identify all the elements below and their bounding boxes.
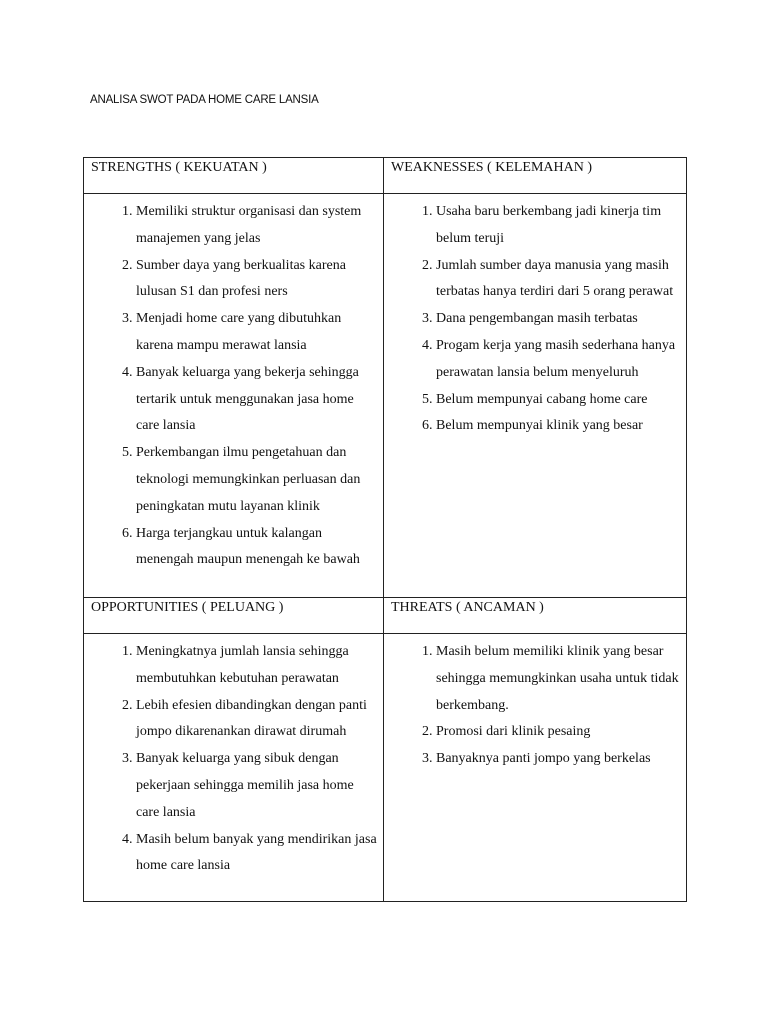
strengths-header: STRENGTHS ( KEKUATAN ) <box>91 160 267 175</box>
swot-table <box>83 157 687 902</box>
opportunities-header-cell <box>84 598 384 634</box>
weaknesses-header-cell <box>384 158 687 194</box>
opportunities-header: OPPORTUNITIES ( PELUANG ) <box>91 600 284 615</box>
strengths-cell <box>84 194 384 598</box>
document-title: ANALISA SWOT PADA HOME CARE LANSIA <box>90 94 319 106</box>
list-item: 1. Masih belum memiliki klinik yang besar sehingga memungkinkan usaha untuk tidak berkembang. <box>436 639 682 719</box>
table-row <box>84 634 687 902</box>
list-item: 2. Lebih efesien dibandingkan dengan panti jompo dikarenankan dirawat dirumah <box>136 693 379 747</box>
list-item: 5. Perkembangan ilmu pengetahuan dan teknologi memungkinkan perluasan dan peningkatan mutu layanan klinik <box>136 440 379 520</box>
threats-list <box>384 634 686 773</box>
list-item: 3. Menjadi home care yang dibutuhkan karena mampu merawat lansia <box>136 306 379 360</box>
table-row <box>84 194 687 598</box>
list-item: 6. Belum mempunyai klinik yang besar <box>436 413 682 440</box>
weaknesses-list <box>384 194 686 440</box>
list-item: 1. Usaha baru berkembang jadi kinerja tim belum teruji <box>436 199 682 253</box>
list-item: 5. Belum mempunyai cabang home care <box>436 387 682 414</box>
threats-header: THREATS ( ANCAMAN ) <box>391 600 544 615</box>
list-item: 2. Sumber daya yang berkualitas karena lulusan S1 dan profesi ners <box>136 253 379 307</box>
list-item: 2. Jumlah sumber daya manusia yang masih terbatas hanya terdiri dari 5 orang perawat <box>436 253 682 307</box>
list-item: 3. Banyak keluarga yang sibuk dengan pekerjaan sehingga memilih jasa home care lansia <box>136 746 379 826</box>
list-item: 6. Harga terjangkau untuk kalangan menengah maupun menengah ke bawah <box>136 521 379 575</box>
list-item: 4. Progam kerja yang masih sederhana hanya perawatan lansia belum menyeluruh <box>436 333 682 387</box>
strengths-header-cell <box>84 158 384 194</box>
list-item: 1. Meningkatnya jumlah lansia sehingga membutuhkan kebutuhan perawatan <box>136 639 379 693</box>
strengths-list <box>84 194 383 574</box>
opportunities-cell <box>84 634 384 902</box>
list-item: 2. Promosi dari klinik pesaing <box>436 719 682 746</box>
threats-header-cell <box>384 598 687 634</box>
weaknesses-cell <box>384 194 687 598</box>
weaknesses-header: WEAKNESSES ( KELEMAHAN ) <box>391 160 593 175</box>
list-item: 4. Masih belum banyak yang mendirikan jasa home care lansia <box>136 827 379 881</box>
list-item: 1. Memiliki struktur organisasi dan system manajemen yang jelas <box>136 199 379 253</box>
table-row <box>84 598 687 634</box>
list-item: 3. Banyaknya panti jompo yang berkelas <box>436 746 682 773</box>
threats-cell <box>384 634 687 902</box>
table-row <box>84 158 687 194</box>
opportunities-list <box>84 634 383 880</box>
list-item: 3. Dana pengembangan masih terbatas <box>436 306 682 333</box>
list-item: 4. Banyak keluarga yang bekerja sehingga tertarik untuk menggunakan jasa home care lansia <box>136 360 379 440</box>
